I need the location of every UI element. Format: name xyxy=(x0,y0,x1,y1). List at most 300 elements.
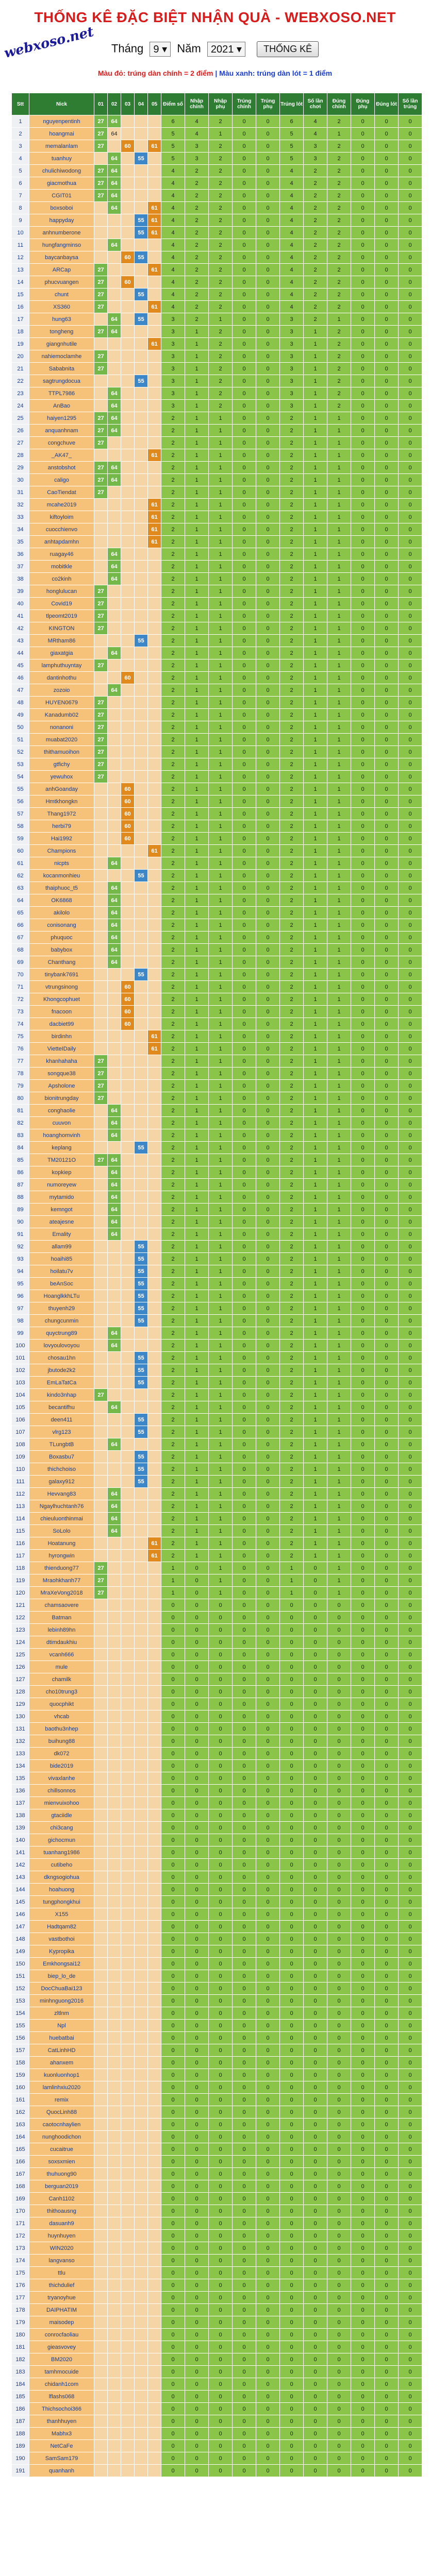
nick-link[interactable]: SoLolo xyxy=(29,1525,94,1537)
stat-cell: 0 xyxy=(161,2341,185,2353)
nick-link[interactable]: thaiphuoc_t5 xyxy=(29,882,94,894)
nick-link[interactable]: hyrongwin xyxy=(29,1550,94,1562)
nick-link[interactable]: thuhuong90 xyxy=(29,2168,94,2180)
nick-link[interactable]: Hmtkhongkn xyxy=(29,795,94,808)
site-logo[interactable]: webxoso.net xyxy=(3,24,95,62)
nick-link[interactable]: birdinhn xyxy=(29,1030,94,1043)
nick-link[interactable]: TTPL7986 xyxy=(29,387,94,400)
stat-cell: 0 xyxy=(256,1834,280,1846)
stat-cell: 0 xyxy=(351,2081,375,2094)
nick-link[interactable]: Sababnita xyxy=(29,363,94,375)
nick-link[interactable]: NetCaFe xyxy=(29,2440,94,2452)
nick-link[interactable]: tamhmocuide xyxy=(29,2366,94,2378)
nick-link[interactable]: dantinhothu xyxy=(29,672,94,684)
nick-link[interactable]: thanhhuyen xyxy=(29,2415,94,2428)
stat-cell: 0 xyxy=(399,1352,422,1364)
nick-link[interactable]: sagtrungdocua xyxy=(29,375,94,387)
stat-cell: 1 xyxy=(304,882,327,894)
stat-cell: 0 xyxy=(375,1649,399,1661)
nick-link[interactable]: hoahuong xyxy=(29,1884,94,1896)
nick-link[interactable]: huynhuyen xyxy=(29,2230,94,2242)
nick-link[interactable]: kopkiep xyxy=(29,1166,94,1179)
nick-link[interactable]: MRtham86 xyxy=(29,635,94,647)
nick-link[interactable]: kindo3nhap xyxy=(29,1389,94,1401)
column-header[interactable]: 05 xyxy=(148,93,161,115)
column-header[interactable]: Số lần trúng xyxy=(399,93,422,115)
nick-link[interactable]: Hai1992 xyxy=(29,833,94,845)
nick-link[interactable]: cuuvon xyxy=(29,1117,94,1129)
rank-cell: 62 xyxy=(12,870,29,882)
stat-cell: 0 xyxy=(256,1117,280,1129)
nick-link[interactable]: baothu3nhep xyxy=(29,1723,94,1735)
nick-link[interactable]: vlrg123 xyxy=(29,1426,94,1438)
stat-cell: 0 xyxy=(256,672,280,684)
stat-cell: 0 xyxy=(351,301,375,313)
year-select[interactable] xyxy=(207,42,245,57)
nick-link[interactable]: lebinh89hn xyxy=(29,1624,94,1636)
nick-link[interactable]: thithamuoihon xyxy=(29,746,94,758)
nick-link[interactable]: Hoatanung xyxy=(29,1537,94,1550)
stat-cell: 0 xyxy=(209,2292,233,2304)
column-header[interactable]: Stt xyxy=(12,93,29,115)
nick-link[interactable]: biep_lo_de xyxy=(29,1970,94,1982)
column-header[interactable]: Nick xyxy=(29,93,94,115)
stat-cell: 0 xyxy=(375,2193,399,2205)
stat-cell: 0 xyxy=(375,882,399,894)
nick-link[interactable]: songque38 xyxy=(29,1067,94,1080)
nick-link[interactable]: soxsxmien xyxy=(29,2156,94,2168)
nick-link[interactable]: chungcunmin xyxy=(29,1315,94,1327)
guess-cell xyxy=(94,1785,108,1797)
stat-cell: 0 xyxy=(233,2452,256,2465)
guess-cell xyxy=(121,2465,135,2477)
stat-cell: 0 xyxy=(233,1537,256,1550)
guess-cell xyxy=(121,894,135,907)
nick-link[interactable]: anhGoanday xyxy=(29,783,94,795)
nick-link[interactable]: chidanh1com xyxy=(29,2378,94,2391)
guess-cell xyxy=(135,1179,148,1191)
nick-link[interactable]: Boxasbu7 xyxy=(29,1451,94,1463)
nick-link[interactable]: baycanbaysa xyxy=(29,251,94,264)
nick-link[interactable]: akilolo xyxy=(29,907,94,919)
nick-link[interactable]: allam99 xyxy=(29,1241,94,1253)
nick-link[interactable]: nguyenpentinh xyxy=(29,115,94,128)
nick-link[interactable]: gtaciidle xyxy=(29,1809,94,1822)
nick-link[interactable]: gieasvovey xyxy=(29,2341,94,2353)
stat-cell: 2 xyxy=(161,1067,185,1080)
nick-link[interactable]: langvanso xyxy=(29,2255,94,2267)
nick-link[interactable]: chunt xyxy=(29,289,94,301)
nick-link[interactable]: tongheng xyxy=(29,326,94,338)
nick-link[interactable]: muabat2020 xyxy=(29,734,94,746)
nick-link[interactable]: quanhanh xyxy=(29,2465,94,2477)
stat-cell: 2 xyxy=(161,635,185,647)
nick-link[interactable]: anquanhnam xyxy=(29,425,94,437)
nick-link[interactable]: numoreyew xyxy=(29,1179,94,1191)
nick-link[interactable]: nunghoodichon xyxy=(29,2131,94,2143)
stat-cell: 0 xyxy=(185,1748,209,1760)
guess-cell xyxy=(94,1859,108,1871)
nick-link[interactable]: mienvuixohoo xyxy=(29,1797,94,1809)
nick-link[interactable]: jbutode2k2 xyxy=(29,1364,94,1377)
nick-link[interactable]: herbi79 xyxy=(29,820,94,833)
nick-link[interactable]: giaxatgia xyxy=(29,647,94,659)
nick-link[interactable]: Npl xyxy=(29,2020,94,2032)
nick-link[interactable]: vcanh666 xyxy=(29,1649,94,1661)
stat-cell: 1 xyxy=(304,425,327,437)
column-header[interactable]: Trúng chính xyxy=(233,93,256,115)
nick-link[interactable]: gtfichy xyxy=(29,758,94,771)
nick-link[interactable]: tungphongkhui xyxy=(29,1896,94,1908)
nick-link[interactable]: maisodep xyxy=(29,2316,94,2329)
nick-link[interactable]: minhnguong2016 xyxy=(29,1995,94,2007)
stat-cell: 0 xyxy=(351,721,375,734)
column-header[interactable]: Điểm số xyxy=(161,93,185,115)
nick-link[interactable]: chosau1hn xyxy=(29,1352,94,1364)
nick-link[interactable]: SamSam179 xyxy=(29,2452,94,2465)
nick-link[interactable]: Thang1972 xyxy=(29,808,94,820)
nick-link[interactable]: deen411 xyxy=(29,1414,94,1426)
table-row xyxy=(12,1451,422,1463)
nick-link[interactable]: galaxy912 xyxy=(29,1476,94,1488)
nick-link[interactable]: lamlinhxiu2020 xyxy=(29,2081,94,2094)
stat-cell: 0 xyxy=(351,1921,375,1933)
nick-link[interactable]: giacmothua xyxy=(29,177,94,190)
nick-link[interactable]: tuanhang1986 xyxy=(29,1846,94,1859)
nick-link[interactable]: babybox xyxy=(29,944,94,956)
nick-link[interactable]: Apsholone xyxy=(29,1080,94,1092)
column-header[interactable]: Trúng phụ xyxy=(256,93,280,115)
table-row xyxy=(12,2403,422,2415)
nick-link[interactable]: tlpeomt2019 xyxy=(29,610,94,622)
nick-link[interactable]: vtrungsinong xyxy=(29,981,94,993)
nick-link[interactable]: nicpts xyxy=(29,857,94,870)
nick-link[interactable]: DocChuaBai123 xyxy=(29,1982,94,1995)
nick-link[interactable]: chulichiwodong xyxy=(29,165,94,177)
nick-link[interactable]: WIN2020 xyxy=(29,2242,94,2255)
nick-link[interactable]: beAnSoc xyxy=(29,1278,94,1290)
nick-link[interactable]: ttlu xyxy=(29,2267,94,2279)
nick-link[interactable]: OK6868 xyxy=(29,894,94,907)
guess-cell xyxy=(121,1463,135,1476)
stat-cell: 1 xyxy=(304,845,327,857)
nick-link[interactable]: Kypropika xyxy=(29,1945,94,1958)
guess-cell xyxy=(94,239,108,251)
nick-link[interactable]: congchuve xyxy=(29,437,94,449)
nick-link[interactable]: kemngot xyxy=(29,1204,94,1216)
nick-link[interactable]: Emkhongsai12 xyxy=(29,1958,94,1970)
nick-link[interactable]: dacbiet99 xyxy=(29,1018,94,1030)
nick-link[interactable]: mule xyxy=(29,1661,94,1673)
guess-cell xyxy=(135,1067,148,1080)
stat-cell: 2 xyxy=(280,425,304,437)
nick-link[interactable]: HUYEN0679 xyxy=(29,697,94,709)
column-header[interactable]: 04 xyxy=(135,93,148,115)
nick-link[interactable]: lflashs068 xyxy=(29,2391,94,2403)
nick-link[interactable]: X155 xyxy=(29,1908,94,1921)
column-header[interactable]: Đúng chính xyxy=(327,93,351,115)
table-row xyxy=(12,387,422,400)
nick-link[interactable]: tryanoyhue xyxy=(29,2292,94,2304)
nick-link[interactable]: co2kinh xyxy=(29,573,94,585)
nick-link[interactable]: Hevvang83 xyxy=(29,1488,94,1500)
stat-cell: 1 xyxy=(304,1451,327,1463)
nick-link[interactable]: VietteIDaily xyxy=(29,1043,94,1055)
stat-cell: 0 xyxy=(304,1760,327,1772)
nick-link[interactable]: anhnumberone xyxy=(29,227,94,239)
nick-link[interactable]: vhcab xyxy=(29,1710,94,1723)
nick-link[interactable]: tuanhuy xyxy=(29,152,94,165)
column-header[interactable]: Đúng phụ xyxy=(351,93,375,115)
guess-cell: 55 xyxy=(135,1290,148,1302)
nick-link[interactable]: huebatbai xyxy=(29,2032,94,2044)
nick-link[interactable]: thuyenh29 xyxy=(29,1302,94,1315)
stat-cell: 2 xyxy=(161,1105,185,1117)
nick-link[interactable]: KINGTON xyxy=(29,622,94,635)
column-header[interactable]: 02 xyxy=(108,93,121,115)
column-header[interactable]: Trúng lót xyxy=(280,93,304,115)
guess-cell xyxy=(148,1302,161,1315)
nick-link[interactable]: dk072 xyxy=(29,1748,94,1760)
guess-cell xyxy=(108,1451,121,1463)
nick-link[interactable]: berguan2019 xyxy=(29,2180,94,2193)
nick-link[interactable]: dkngsogiohua xyxy=(29,1871,94,1884)
stat-cell: 0 xyxy=(185,1772,209,1785)
stat-cell: 1 xyxy=(304,1438,327,1451)
table-row xyxy=(12,1772,422,1785)
nick-link[interactable]: Canh1102 xyxy=(29,2193,94,2205)
stat-cell: 1 xyxy=(304,1278,327,1290)
submit-button[interactable]: THỐNG KÊ xyxy=(257,41,319,57)
nick-link[interactable]: _AK47_ xyxy=(29,449,94,462)
nick-link[interactable]: HoanglkkhLTu xyxy=(29,1290,94,1302)
nick-link[interactable]: Ngaylhuchtanh76 xyxy=(29,1500,94,1513)
nick-link[interactable]: kiftoyloim xyxy=(29,511,94,523)
nick-link[interactable]: AnBao xyxy=(29,400,94,412)
nick-link[interactable]: nahiemoclamhe xyxy=(29,350,94,363)
nick-link[interactable]: giangnhutile xyxy=(29,338,94,350)
nick-link[interactable]: Khongcophuet xyxy=(29,993,94,1006)
stat-cell: 0 xyxy=(351,2391,375,2403)
nick-link[interactable]: thichchoiso xyxy=(29,1463,94,1476)
nick-link[interactable]: XS360 xyxy=(29,301,94,313)
stat-cell: 0 xyxy=(209,1772,233,1785)
stat-cell: 0 xyxy=(375,1562,399,1574)
nick-link[interactable]: hoaihi85 xyxy=(29,1253,94,1265)
rank-cell: 33 xyxy=(12,511,29,523)
nick-link[interactable]: Mraohkhanh77 xyxy=(29,1574,94,1587)
nick-link[interactable]: chillsonnos xyxy=(29,1785,94,1797)
nick-link[interactable]: CatLinhHD xyxy=(29,2044,94,2057)
nick-link[interactable]: mytamido xyxy=(29,1191,94,1204)
nick-link[interactable]: thithoausng xyxy=(29,2205,94,2217)
guess-cell xyxy=(135,981,148,993)
nick-link[interactable]: hoanghomvinh xyxy=(29,1129,94,1142)
guess-cell xyxy=(121,1426,135,1438)
nick-link[interactable]: thichdulief xyxy=(29,2279,94,2292)
stat-cell: 1 xyxy=(327,585,351,598)
nick-link[interactable]: dasuanh9 xyxy=(29,2217,94,2230)
stat-cell: 0 xyxy=(304,2440,327,2452)
stat-cell: 0 xyxy=(327,1884,351,1896)
nick-link[interactable]: cucaitrue xyxy=(29,2143,94,2156)
guess-cell xyxy=(121,1871,135,1884)
nick-link[interactable]: ARCap xyxy=(29,264,94,276)
nick-link[interactable]: vivaxlanhe xyxy=(29,1772,94,1785)
nick-link[interactable]: DAIPHATIM xyxy=(29,2304,94,2316)
guess-cell xyxy=(108,2094,121,2106)
nick-link[interactable]: fnacoon xyxy=(29,1006,94,1018)
nick-link[interactable]: anstobshot xyxy=(29,462,94,474)
nick-link[interactable]: boxsoboi xyxy=(29,202,94,214)
nick-link[interactable]: Chanthang xyxy=(29,956,94,969)
nick-link[interactable]: Champions xyxy=(29,845,94,857)
stat-cell: 0 xyxy=(375,1636,399,1649)
guess-cell xyxy=(148,1377,161,1389)
nick-link[interactable]: MraXeVong2018 xyxy=(29,1587,94,1599)
guess-cell xyxy=(135,1599,148,1612)
nick-link[interactable]: lovyoulovoyou xyxy=(29,1340,94,1352)
nick-link[interactable]: cutibeho xyxy=(29,1859,94,1871)
stat-cell: 0 xyxy=(256,2353,280,2366)
nick-link[interactable]: ahanxem xyxy=(29,2057,94,2069)
column-header[interactable]: Số lần chơi xyxy=(304,93,327,115)
nick-link[interactable]: ateajesne xyxy=(29,1216,94,1228)
stat-cell: 1 xyxy=(209,499,233,511)
nick-link[interactable]: chi3cang xyxy=(29,1822,94,1834)
nick-link[interactable]: happyday xyxy=(29,214,94,227)
nick-link[interactable]: nonanoni xyxy=(29,721,94,734)
nick-link[interactable]: BM2020 xyxy=(29,2353,94,2366)
nick-link[interactable]: mcahe2019 xyxy=(29,499,94,511)
nick-link[interactable]: memalanlam xyxy=(29,140,94,152)
nick-link[interactable]: Covid19 xyxy=(29,598,94,610)
nick-link[interactable]: phuquoc xyxy=(29,931,94,944)
nick-link[interactable]: TM20121O xyxy=(29,1154,94,1166)
nick-link[interactable]: Thichsochoi366 xyxy=(29,2403,94,2415)
nick-link[interactable]: caotocnhaylien xyxy=(29,2119,94,2131)
nick-link[interactable]: EmLaTatCa xyxy=(29,1377,94,1389)
column-header[interactable]: Đúng lót xyxy=(375,93,399,115)
nick-link[interactable]: khanhahaha xyxy=(29,1055,94,1067)
stat-cell: 0 xyxy=(399,2391,422,2403)
nick-link[interactable]: becantifhu xyxy=(29,1401,94,1414)
nick-link[interactable]: chieuluonthinmai xyxy=(29,1513,94,1525)
guess-cell xyxy=(148,993,161,1006)
column-header[interactable]: 03 xyxy=(121,93,135,115)
column-header[interactable]: Nhập chính xyxy=(185,93,209,115)
nick-link[interactable]: kocanmonhieu xyxy=(29,870,94,882)
column-header[interactable]: 01 xyxy=(94,93,108,115)
nick-link[interactable]: TLungbtB xyxy=(29,1438,94,1451)
nick-link[interactable]: chamsaovere xyxy=(29,1599,94,1612)
nick-link[interactable]: conisonang xyxy=(29,919,94,931)
nick-link[interactable]: conrocfaoliau xyxy=(29,2329,94,2341)
nick-link[interactable]: mobitkle xyxy=(29,561,94,573)
nick-link[interactable]: Mabhx3 xyxy=(29,2428,94,2440)
stat-cell: 0 xyxy=(375,573,399,585)
table-row xyxy=(12,1686,422,1698)
nick-link[interactable]: zltlnm xyxy=(29,2007,94,2020)
nick-link[interactable]: hoilatu7v xyxy=(29,1265,94,1278)
stat-cell: 0 xyxy=(399,1673,422,1686)
stat-cell: 2 xyxy=(304,202,327,214)
stat-cell: 0 xyxy=(233,2180,256,2193)
nick-link[interactable]: CaoTiendat xyxy=(29,486,94,499)
nick-link[interactable]: CGIT01 xyxy=(29,190,94,202)
nick-link[interactable]: caligo xyxy=(29,474,94,486)
nick-link[interactable]: anhtapdamhn xyxy=(29,536,94,548)
stat-cell: 0 xyxy=(304,1710,327,1723)
nick-link[interactable]: phucvuangen xyxy=(29,276,94,289)
nick-link[interactable]: zozoio xyxy=(29,684,94,697)
guess-cell xyxy=(148,1599,161,1612)
nick-link[interactable]: remix xyxy=(29,2094,94,2106)
stat-cell: 2 xyxy=(161,894,185,907)
nick-link[interactable]: Emality xyxy=(29,1228,94,1241)
stat-cell: 2 xyxy=(280,622,304,635)
rank-cell: 101 xyxy=(12,1352,29,1364)
month-label: Tháng xyxy=(111,42,144,55)
stat-cell: 1 xyxy=(209,1513,233,1525)
nick-link[interactable]: cuocchienvo xyxy=(29,523,94,536)
nick-link[interactable]: hungfangminso xyxy=(29,239,94,251)
nick-link[interactable]: bionitrungday xyxy=(29,1092,94,1105)
nick-link[interactable]: Kanadumb02 xyxy=(29,709,94,721)
nick-link[interactable]: dtimdaukhiu xyxy=(29,1636,94,1649)
nick-link[interactable]: honglulucan xyxy=(29,585,94,598)
column-header[interactable]: Nhập phụ xyxy=(209,93,233,115)
nick-link[interactable]: gichocmun xyxy=(29,1834,94,1846)
nick-link[interactable]: haiyen1295 xyxy=(29,412,94,425)
nick-link[interactable]: hung63 xyxy=(29,313,94,326)
stat-cell: 0 xyxy=(233,1723,256,1735)
rank-cell: 76 xyxy=(12,1043,29,1055)
nick-link[interactable]: buihung88 xyxy=(29,1735,94,1748)
nick-link[interactable]: vastbothoi xyxy=(29,1933,94,1945)
nick-link[interactable]: cho10trung3 xyxy=(29,1686,94,1698)
month-select[interactable] xyxy=(150,42,171,57)
nick-link[interactable]: tinybank7691 xyxy=(29,969,94,981)
nick-link[interactable]: kuonluonhop1 xyxy=(29,2069,94,2081)
nick-link[interactable]: conghaolie xyxy=(29,1105,94,1117)
stat-cell: 2 xyxy=(280,1129,304,1142)
nick-link[interactable]: chamilk xyxy=(29,1673,94,1686)
nick-link[interactable]: yewuhox xyxy=(29,771,94,783)
stat-cell: 0 xyxy=(256,1340,280,1352)
stat-cell: 0 xyxy=(399,1228,422,1241)
nick-link[interactable]: lamphuthuyntay xyxy=(29,659,94,672)
stat-cell: 0 xyxy=(233,771,256,783)
stat-cell: 0 xyxy=(351,833,375,845)
nick-link[interactable]: quyctrung89 xyxy=(29,1327,94,1340)
nick-link[interactable]: ruagay46 xyxy=(29,548,94,561)
guess-cell xyxy=(94,1414,108,1426)
nick-link[interactable]: thienduong77 xyxy=(29,1562,94,1574)
stat-cell: 0 xyxy=(233,2415,256,2428)
nick-link[interactable]: hoangmai xyxy=(29,128,94,140)
stat-cell: 0 xyxy=(304,2428,327,2440)
nick-link[interactable]: Batman xyxy=(29,1612,94,1624)
nick-link[interactable]: bide2019 xyxy=(29,1760,94,1772)
guess-cell xyxy=(94,1884,108,1896)
nick-link[interactable]: Hadtqam82 xyxy=(29,1921,94,1933)
nick-link[interactable]: QuocLinh88 xyxy=(29,2106,94,2119)
stat-cell: 0 xyxy=(304,1574,327,1587)
nick-link[interactable]: keplang xyxy=(29,1142,94,1154)
nick-link[interactable]: quocphikt xyxy=(29,1698,94,1710)
guess-cell xyxy=(135,115,148,128)
